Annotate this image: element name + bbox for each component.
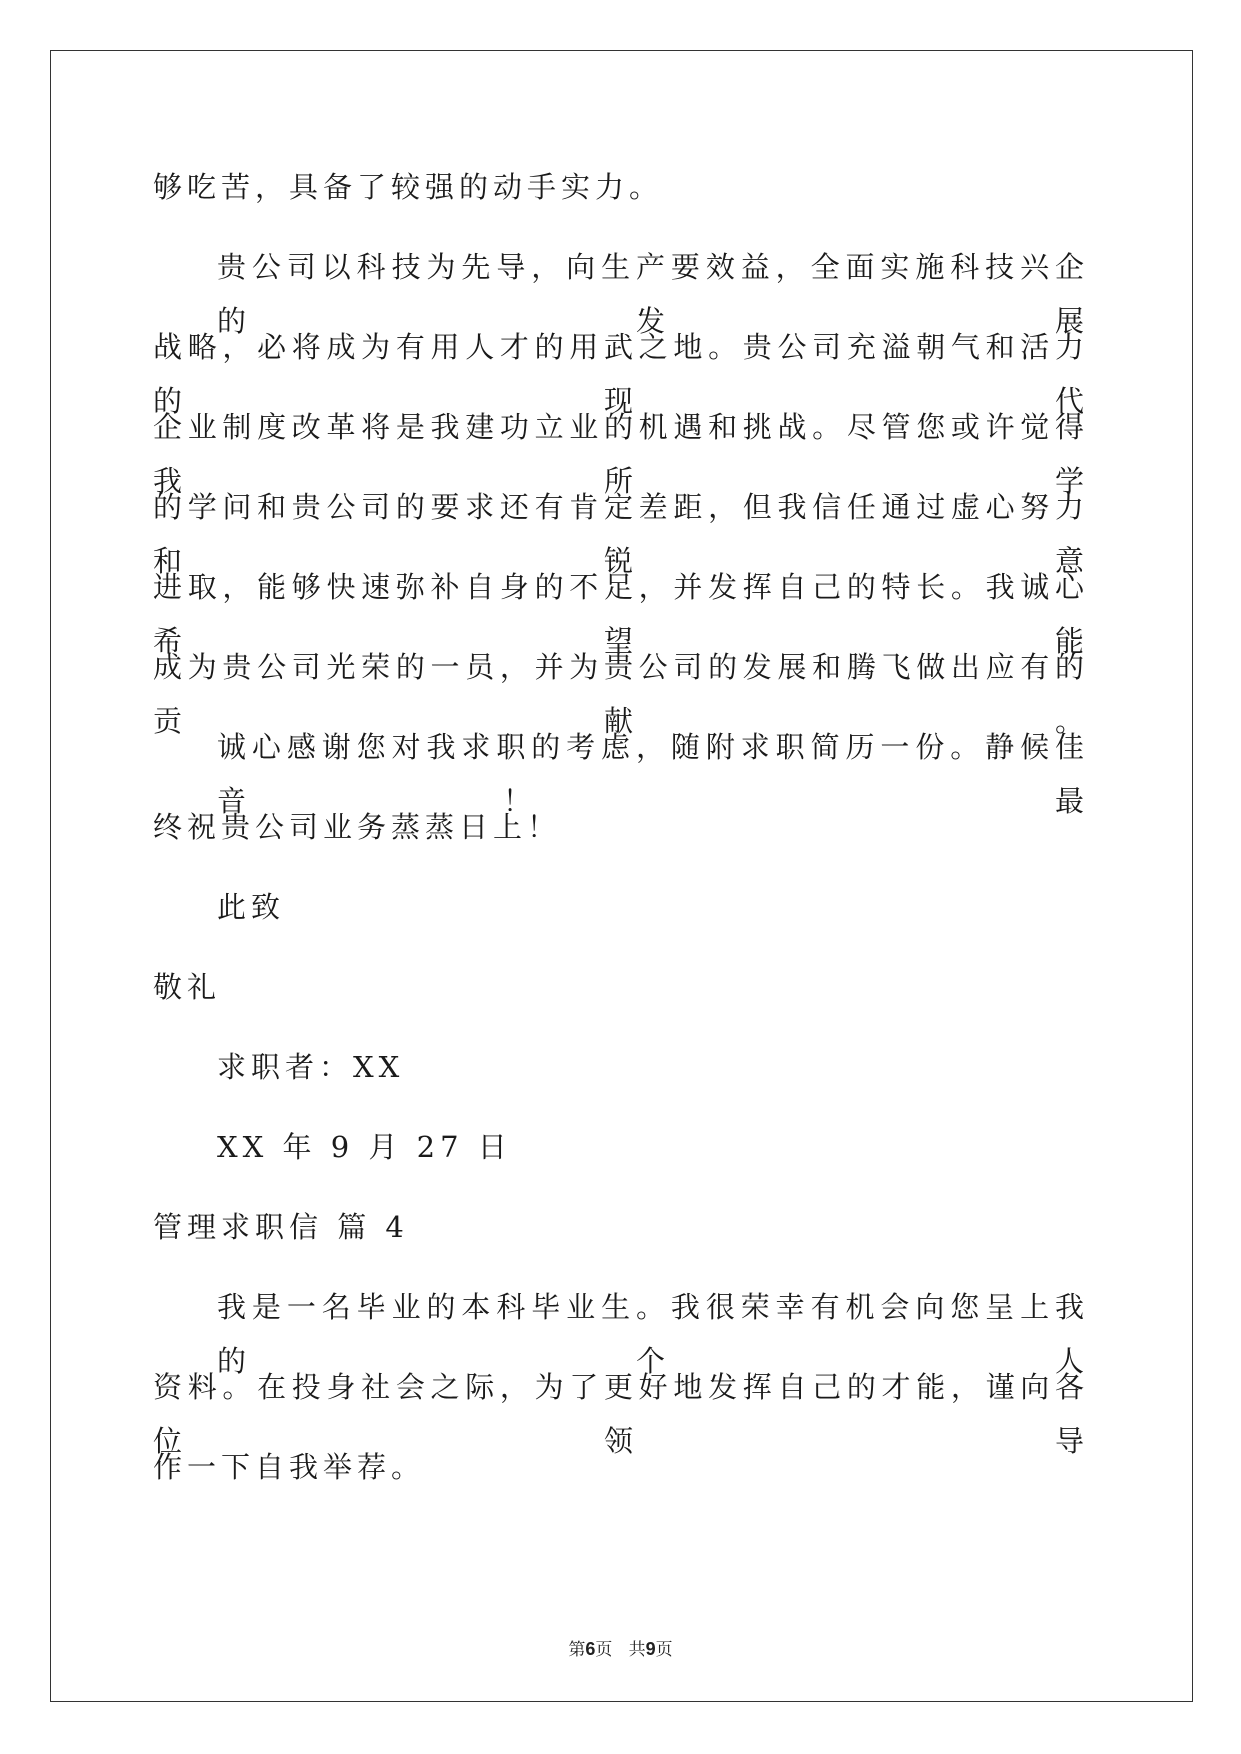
signature-date: XX 年 9 月 27 日 <box>217 1130 512 1164</box>
page-footer <box>0 1635 1241 1660</box>
paragraph-line: 够吃苦，具备了较强的动手实力。 <box>153 170 664 204</box>
paragraph-line: 企业制度改革将是我建功立业的机遇和挑战。尽管您或许觉得我所学 <box>153 410 1089 498</box>
paragraph-line: 战略，必将成为有用人才的用武之地。贵公司充溢朝气和活力的现代 <box>153 330 1089 418</box>
footer-page-suffix: 页 <box>595 1640 613 1660</box>
current-page-number: 6 <box>585 1639 596 1659</box>
footer-total-prefix: 共 <box>628 1640 646 1660</box>
total-page-number: 9 <box>645 1639 656 1659</box>
footer-prefix: 第 <box>568 1640 586 1660</box>
closing-salutation: 此致 <box>217 890 286 924</box>
paragraph-line: 资料。在投身社会之际，为了更好地发挥自己的才能，谨向各位领导 <box>153 1370 1089 1458</box>
footer-total-suffix: 页 <box>655 1640 673 1660</box>
section-heading: 管理求职信 篇 4 <box>153 1210 409 1244</box>
closing-regards: 敬礼 <box>153 970 222 1004</box>
paragraph-line: 进取，能够快速弥补自身的不足，并发挥自己的特长。我诚心希望能 <box>153 570 1089 658</box>
paragraph-line: 诚心感谢您对我求职的考虑，随附求职简历一份。静候佳音！ 最 <box>217 730 1089 818</box>
paragraph-line: 成为贵公司光荣的一员，并为贵公司的发展和腾飞做出应有的贡献。 <box>153 650 1089 738</box>
paragraph-line: 我是一名毕业的本科毕业生。我很荣幸有机会向您呈上我的个人 <box>217 1290 1089 1378</box>
paragraph-line: 作一下自我举荐。 <box>153 1450 426 1484</box>
document-body <box>153 160 1089 1520</box>
signature-name: 求职者：XX <box>217 1050 405 1084</box>
paragraph-line: 贵公司以科技为先导，向生产要效益，全面实施科技兴企的发展 <box>217 250 1089 338</box>
paragraph-line: 的学问和贵公司的要求还有肯定差距，但我信任通过虚心努力和锐意 <box>153 490 1089 578</box>
paragraph-line: 终祝贵公司业务蒸蒸日上！ <box>153 810 562 844</box>
